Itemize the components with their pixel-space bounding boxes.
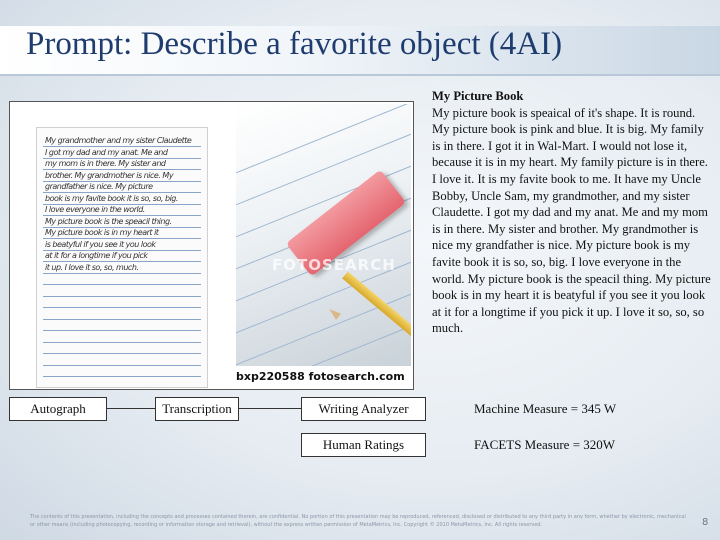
eraser-photo (236, 104, 411, 366)
watermark-text: FOTOSEARCH (272, 256, 396, 274)
confidentiality-footer: The contents of this presentation, including the concepts and processes contained therein, are confidential. No portion of this presentation may be reproduced, referenced, disclosed or distributed to any third party in any form, whether by electronic, mechanical or other means (including photocopying, recording or information storage and retrieval), without the express written permission of MetaMetrics, Inc. Copyright © 2010 MetaMetrics, Inc. All rights reserved. (30, 514, 686, 528)
handwriting-line: I got my dad and my anat. Me and (45, 147, 168, 157)
story-text-block (432, 88, 712, 337)
ruled-line (43, 376, 201, 377)
image-panel (9, 101, 414, 390)
handwriting-line: brother. My grandmother is nice. My (45, 170, 174, 180)
ruled-line (43, 330, 201, 331)
handwriting-line: is beatyful if you see it you look (45, 239, 156, 249)
ruled-line (43, 296, 201, 297)
story-title: My Picture Book (432, 89, 524, 103)
autograph-box: Autograph (9, 397, 107, 421)
ruled-line (43, 319, 201, 320)
image-caption: bxp220588 fotosearch.com (236, 370, 405, 383)
ruled-line (43, 353, 201, 354)
handwriting-line: grandfather is nice. My picture (45, 182, 153, 191)
ruled-line (43, 307, 201, 308)
handwriting-line: My picture book is the speacil thing. (45, 216, 172, 226)
handwriting-line: at it for a longtime if you pick (45, 251, 148, 260)
connector-line (238, 408, 301, 409)
connector-line (106, 408, 155, 409)
machine-measure: Machine Measure = 345 W (474, 401, 617, 416)
slide-number: 8 (702, 517, 709, 528)
handwriting-line: it up. I love it so, so, much. (45, 262, 139, 272)
slide-title: Prompt: Describe a favorite object (4AI) (26, 26, 563, 62)
handwriting-line: I love everyone in the world. (45, 205, 145, 214)
ruled-line (43, 342, 201, 343)
handwriting-line: My picture book is in my heart it (45, 228, 159, 237)
ruled-line (43, 284, 201, 285)
handwriting-line: My grandmother and my sister Claudette (45, 136, 192, 145)
story-body: My picture book is speaical of it's shape. It is round. My picture book is pink and blue. It is big. My family is in there. I got it in Wal-Mart. I would not lose it, because it is in my heart. My family picture is in there. I love it. It is my favite book to me. It have my Uncle Bobby, Uncle Sam, my grandmother, and my sister Claudette. I got my dad and my anat. Me and my mom is in there. My sister and brother. My grandmother is nice my grandfather is nice. My picture book is my favite book it is so, so, big. I love everyone in the world. My picture book is the speacil thing. My picture book is in my heart it is beatyful if you see it you look at it for a longtime if you pick it up. I love it so, so, so much. (432, 105, 711, 336)
handwriting-line: book is my favite book it is so, so, big. (45, 193, 178, 203)
handwritten-sample (36, 127, 208, 388)
ruled-line (43, 365, 201, 366)
facets-measure: FACETS Measure = 320W (474, 437, 616, 452)
ruled-line (43, 273, 201, 274)
pencil-image (342, 271, 411, 355)
writing-analyzer-box: Writing Analyzer (301, 397, 426, 421)
pencil-tip (327, 306, 341, 320)
handwriting-line: my mom is in there. My sister and (45, 159, 166, 168)
transcription-box: Transcription (155, 397, 239, 421)
human-ratings-box: Human Ratings (301, 433, 426, 457)
